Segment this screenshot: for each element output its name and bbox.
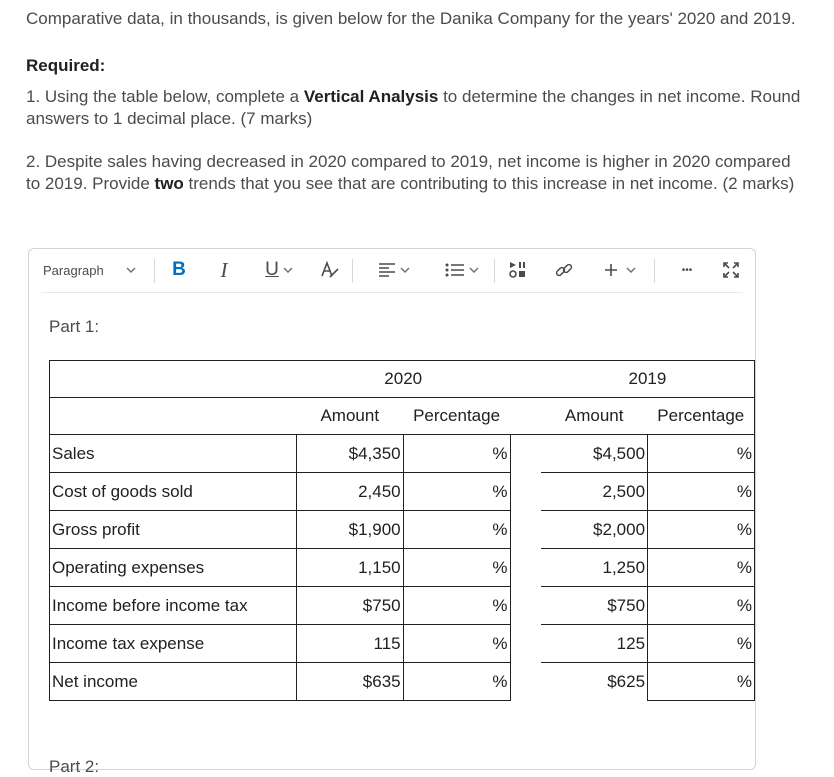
amount-2020-cell: $4,350 xyxy=(296,435,403,473)
table-row xyxy=(50,549,755,587)
column-percentage-2019: Percentage xyxy=(648,398,755,435)
amount-2019-cell: $4,500 xyxy=(541,435,648,473)
bulleted-list-icon xyxy=(445,262,465,278)
toolbar-divider xyxy=(494,259,495,283)
q2-bold-text: two xyxy=(154,174,184,193)
insert-dropdown[interactable] xyxy=(600,257,640,283)
link-icon[interactable] xyxy=(552,257,576,283)
amount-2019-cell: 2,500 xyxy=(541,473,648,511)
table-row xyxy=(50,435,755,473)
insert-media-icon[interactable] xyxy=(506,257,530,283)
q2-text-start: 2. Despite sales having decreased in 2020 compared to 2019, net income is higher in 2020 compared to 2019. Provide xyxy=(26,152,791,193)
percentage-2020-input[interactable]: % xyxy=(403,435,510,473)
year-2020-header: 2020 xyxy=(296,361,510,398)
amount-2020-cell: 2,450 xyxy=(296,473,403,511)
amount-2019-cell: 125 xyxy=(541,625,648,663)
percentage-2020-input[interactable]: % xyxy=(403,549,510,587)
part-1-heading: Part 1: xyxy=(49,317,100,336)
q1-bold-text: Vertical Analysis xyxy=(303,87,439,106)
table-row xyxy=(50,511,755,549)
amount-2020-cell: 1,150 xyxy=(296,549,403,587)
underline-label: U xyxy=(265,259,279,280)
row-spacer xyxy=(510,625,541,663)
percentage-2019-input[interactable]: % xyxy=(648,625,755,663)
chevron-down-icon xyxy=(283,264,293,276)
text-format-icon[interactable] xyxy=(318,257,342,283)
editor-toolbar xyxy=(29,249,755,293)
percentage-2019-input[interactable]: % xyxy=(648,549,755,587)
row-spacer xyxy=(510,511,541,549)
amount-2020-cell: $635 xyxy=(296,663,403,701)
row-spacer xyxy=(510,549,541,587)
italic-button[interactable]: I xyxy=(220,257,228,282)
toolbar-separator-line xyxy=(41,292,743,293)
table-row xyxy=(50,473,755,511)
rich-text-editor[interactable] xyxy=(28,248,756,776)
paragraph-style-label: Paragraph xyxy=(43,262,104,278)
fullscreen-icon[interactable] xyxy=(719,257,743,283)
bold-button[interactable]: B xyxy=(172,259,186,280)
percentage-2019-input[interactable]: % xyxy=(648,473,755,511)
paragraph-style-dropdown[interactable] xyxy=(43,257,153,283)
table-row xyxy=(50,625,755,663)
underline-button[interactable] xyxy=(257,257,301,283)
percentage-2019-input[interactable]: % xyxy=(648,435,755,473)
part-2-heading: Part 2: xyxy=(49,757,100,776)
align-left-icon xyxy=(378,262,396,278)
column-amount-2020: Amount xyxy=(296,398,403,435)
question-intro: Comparative data, in thousands, is given below for the Danika Company for the years' 2020 and 2019. xyxy=(26,9,796,28)
amount-2020-cell: 115 xyxy=(296,625,403,663)
toolbar-divider xyxy=(654,259,655,283)
row-spacer xyxy=(510,473,541,511)
percentage-2020-input[interactable]: % xyxy=(403,625,510,663)
row-spacer xyxy=(510,435,541,473)
amount-2019-cell: 1,250 xyxy=(541,549,648,587)
table-header-blank xyxy=(50,361,297,398)
q1-text-start: 1. Using the table below, complete a xyxy=(26,87,304,106)
row-label: Operating expenses xyxy=(50,549,297,587)
toolbar-divider xyxy=(154,259,155,283)
chevron-down-icon xyxy=(400,264,410,276)
amount-2019-cell: $2,000 xyxy=(541,511,648,549)
percentage-2019-input[interactable]: % xyxy=(648,511,755,549)
header-spacer xyxy=(510,398,541,435)
header-spacer xyxy=(510,361,541,398)
percentage-2020-input[interactable]: % xyxy=(403,473,510,511)
plus-icon xyxy=(604,263,618,277)
chevron-down-icon xyxy=(126,264,136,276)
column-amount-2019: Amount xyxy=(541,398,648,435)
question-1 xyxy=(26,86,806,130)
toolbar-divider xyxy=(352,259,353,283)
table-row xyxy=(50,663,755,701)
more-options-button[interactable]: ••• xyxy=(681,264,693,276)
chevron-down-icon xyxy=(469,264,479,276)
amount-2020-cell: $750 xyxy=(296,587,403,625)
row-label: Income before income tax xyxy=(50,587,297,625)
q1-text-end: to determine the changes in net income. Round answers to 1 decimal place. (7 marks) xyxy=(26,87,801,128)
row-label: Income tax expense xyxy=(50,625,297,663)
row-label: Gross profit xyxy=(50,511,297,549)
list-dropdown[interactable] xyxy=(441,257,483,283)
percentage-2020-input[interactable]: % xyxy=(403,587,510,625)
percentage-2019-input[interactable]: % xyxy=(648,587,755,625)
column-percentage-2020: Percentage xyxy=(403,398,510,435)
percentage-2020-input[interactable]: % xyxy=(403,663,510,701)
row-label: Cost of goods sold xyxy=(50,473,297,511)
table-header-columns xyxy=(50,398,755,435)
percentage-2020-input[interactable]: % xyxy=(403,511,510,549)
row-spacer xyxy=(510,587,541,625)
required-heading: Required: xyxy=(26,56,106,75)
table-row xyxy=(50,587,755,625)
align-dropdown[interactable] xyxy=(374,257,414,283)
row-label: Sales xyxy=(50,435,297,473)
question-2 xyxy=(26,151,806,195)
table-header-blank xyxy=(50,398,297,435)
amount-2019-cell: $750 xyxy=(541,587,648,625)
year-2019-header: 2019 xyxy=(541,361,755,398)
row-label: Net income xyxy=(50,663,297,701)
financial-table xyxy=(49,360,755,701)
table-header-years xyxy=(50,361,755,398)
q2-text-end: trends that you see that are contributing to this increase in net income. (2 marks) xyxy=(183,174,795,193)
amount-2020-cell: $1,900 xyxy=(296,511,403,549)
chevron-down-icon xyxy=(626,264,636,276)
amount-2019-cell: $625 xyxy=(541,663,648,701)
percentage-2019-input[interactable]: % xyxy=(648,663,755,701)
row-spacer xyxy=(510,663,541,701)
